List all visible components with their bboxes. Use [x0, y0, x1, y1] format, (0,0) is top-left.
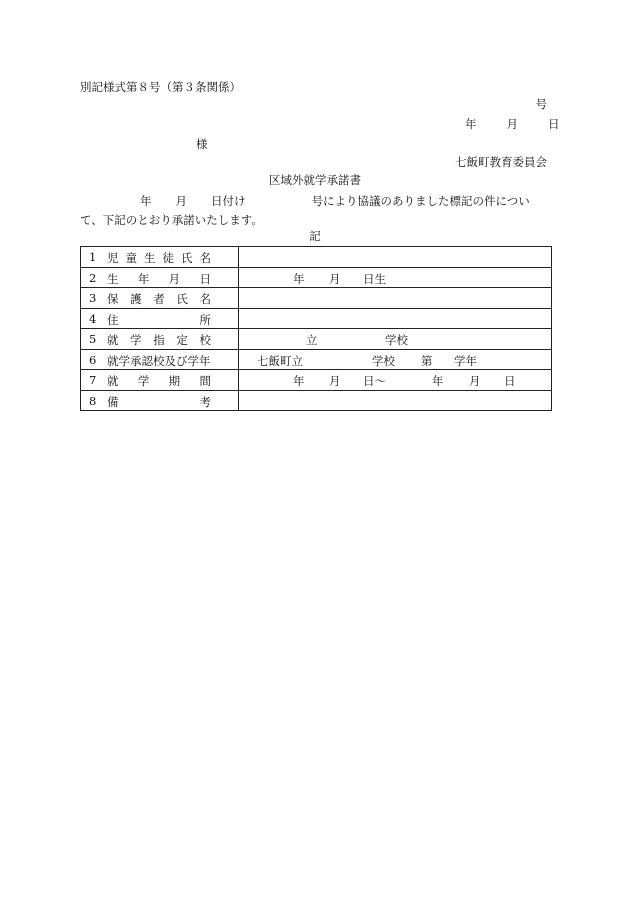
table-row — [81, 329, 552, 350]
student-name-value[interactable] — [239, 247, 552, 268]
body-month: 月 — [175, 194, 187, 208]
row-label-text: 就 学 指 定 校 — [107, 333, 211, 347]
date-month: 月 — [506, 117, 518, 131]
approved-school-value[interactable] — [239, 349, 552, 370]
grade-suffix: 学年 — [454, 353, 477, 368]
period-start-year: 年 — [293, 374, 305, 388]
birth-day: 日生 — [363, 271, 386, 286]
table-row — [81, 267, 552, 288]
body-year: 年 — [140, 194, 152, 208]
document-number: 号 — [535, 97, 547, 111]
designated-school-prefix: 立 — [306, 333, 318, 347]
table-row — [81, 370, 552, 391]
period-start-day: 日～ — [363, 374, 386, 388]
approved-school-town: 七飯町立 — [257, 353, 303, 368]
row-number: 4 — [89, 311, 97, 326]
row-number: 3 — [89, 291, 97, 305]
row-label-text: 住 所 — [107, 312, 211, 327]
approved-school-suffix: 学校 — [372, 353, 395, 368]
address-value[interactable] — [239, 308, 552, 329]
row-label — [81, 308, 239, 329]
designated-school-value[interactable] — [239, 329, 552, 350]
birth-month: 月 — [329, 271, 341, 286]
body-text — [80, 192, 552, 230]
table-row — [81, 288, 552, 309]
row-number: 8 — [89, 393, 97, 408]
date-year: 年 — [465, 117, 477, 131]
guardian-name-value[interactable] — [239, 288, 552, 309]
table-row — [81, 390, 552, 411]
row-label-text: 就学承認校及び学年 — [107, 353, 211, 368]
row-number: 6 — [89, 352, 97, 367]
row-label — [81, 247, 239, 268]
period-end-day: 日 — [504, 374, 516, 388]
row-number: 5 — [89, 332, 97, 346]
table-row — [81, 308, 552, 329]
body-date-suffix: 日付け — [211, 194, 246, 208]
date-day: 日 — [548, 117, 560, 131]
birthdate-value[interactable] — [239, 267, 552, 288]
table-row — [81, 247, 552, 268]
designated-school-suffix: 学校 — [385, 333, 408, 347]
grade-prefix: 第 — [421, 353, 433, 368]
form-id: 別記様式第８号（第３条関係） — [80, 80, 241, 94]
body-line-1 — [80, 192, 552, 211]
row-label-text: 備 考 — [107, 394, 211, 409]
row-label — [81, 288, 239, 309]
row-label-text: 就 学 期 間 — [107, 374, 211, 388]
row-label-text: 保 護 者 氏 名 — [107, 292, 211, 306]
record-table — [80, 246, 552, 411]
row-number: 7 — [89, 373, 97, 387]
row-label — [81, 390, 239, 411]
body-text-continued: 号により協議のありました標記の件につい — [311, 194, 530, 208]
row-number: 1 — [89, 250, 97, 264]
row-label — [81, 267, 239, 288]
row-label — [81, 329, 239, 350]
document-title: 区域外就学承諾書 — [269, 173, 361, 187]
row-label-text: 児 童 生 徒 氏 名 — [107, 251, 211, 265]
period-start-month: 月 — [329, 374, 341, 388]
period-end-year: 年 — [432, 374, 444, 388]
remarks-value[interactable] — [239, 390, 552, 411]
issuer: 七飯町教育委員会 — [455, 155, 547, 169]
table-row — [81, 349, 552, 370]
issue-date — [460, 117, 560, 131]
birth-year: 年 — [293, 271, 305, 286]
row-label — [81, 349, 239, 370]
row-number: 2 — [89, 270, 97, 285]
row-label — [81, 370, 239, 391]
body-line-2: て、下記のとおり承諾いたします。 — [80, 213, 263, 227]
recipient: 様 — [196, 137, 208, 151]
row-label-text: 生 年 月 日 — [107, 271, 211, 286]
period-end-month: 月 — [469, 374, 481, 388]
ki-heading: 記 — [309, 229, 321, 243]
enrollment-period-value[interactable] — [239, 370, 552, 391]
